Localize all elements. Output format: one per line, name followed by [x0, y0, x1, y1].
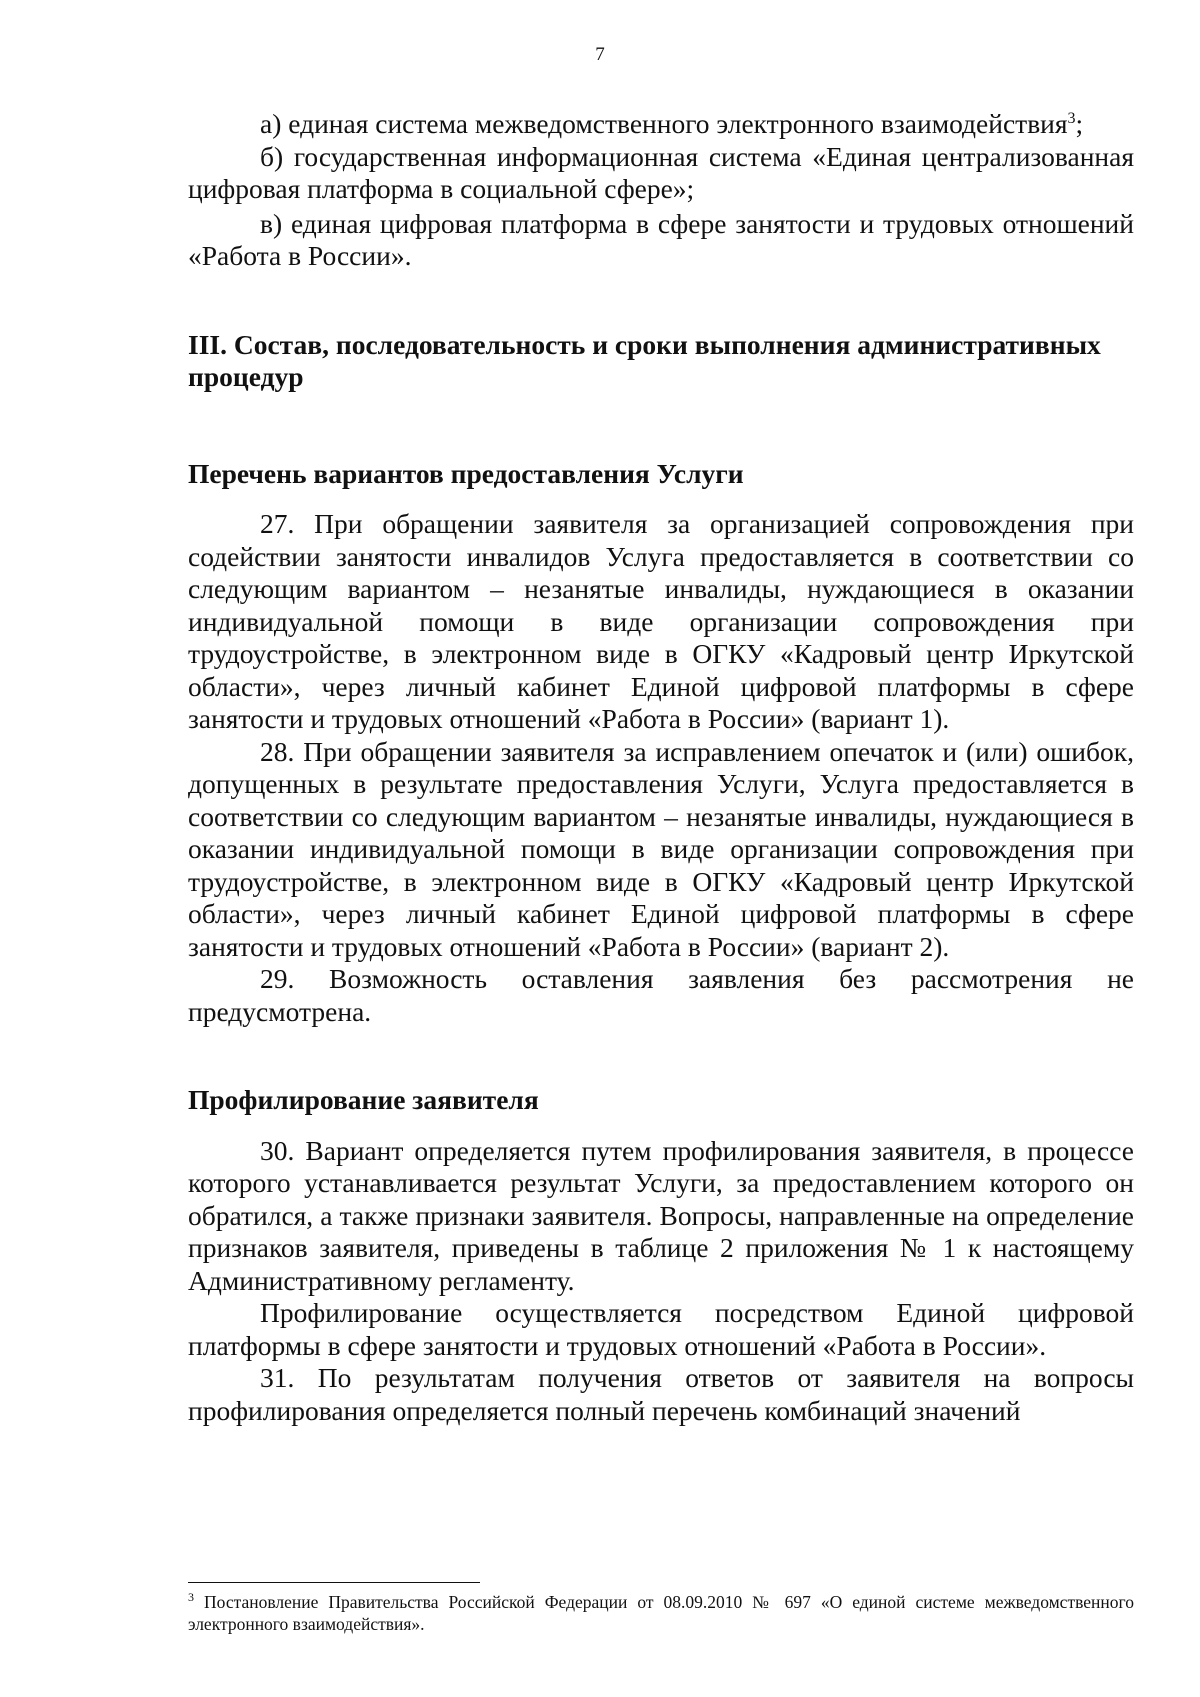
subsection-title-variants: Перечень вариантов предоставления Услуги [188, 457, 744, 489]
section-title: III. Состав, последовательность и сроки выполнения административных процедур [188, 328, 1101, 392]
footnote-number: 3 [188, 1590, 194, 1605]
paragraph-31: 31. По результатам получения ответов от заявителя на вопросы профилирования определяется полный перечень комбинаций значений [188, 1362, 1134, 1426]
list-item-a: а) единая система межведомственного электронного взаимодействия$^3$; [260, 108, 1084, 139]
footnote-divider [188, 1582, 480, 1583]
list-item-b: б) государственная информационная система «Единая централизованная цифровая платформа в социальной сфере»; [188, 140, 1134, 204]
subsection-title-profiling: Профилирование заявителя [188, 1084, 539, 1115]
paragraph-30-continued: Профилирование осуществляется посредством Единой цифровой платформы в сфере занятости и трудовых отношений «Работа в России». [188, 1297, 1134, 1361]
footnote-reference: 3 [1067, 109, 1076, 127]
paragraph-28: 28. При обращении заявителя за исправлением опечаток и (или) ошибок, допущенных в результате предоставления Услуги, Услуга предоставляется в соответствии со следующим вариантом – незанятые инвалиды, нуждающиеся в оказании индивидуальной помощи в виде организации сопровождения при трудоустройстве, в электронном виде в ОГКУ «Кадровый центр Иркутской области», через личный кабинет Единой цифровой платформы в сфере занятости и трудовых отношений «Работа в России» (вариант 2). [188, 735, 1134, 962]
page-content [188, 108, 1134, 1427]
paragraph-27: 27. При обращении заявителя за организацией сопровождения при содействии занятости инвалидов Услуга предоставляется в соответствии со следующим вариантом – незанятые инвалиды, нуждающиеся в оказании индивидуальной помощи в виде организации сопровождения при трудоустройстве, в электронном виде в ОГКУ «Кадровый центр Иркутской области», через личный кабинет Единой цифровой платформы в сфере занятости и трудовых отношений «Работа в России» (вариант 1). [188, 508, 1134, 734]
footnote [188, 1591, 1134, 1635]
paragraph-30: 30. Вариант определяется путем профилирования заявителя, в процессе которого устанавливается результат Услуги, за предоставлением которого он обратился, а также признаки заявителя. Вопросы, направленные на определение признаков заявителя, приведены в таблице 2 приложения № 1 к настоящему Административному регламенту. [188, 1134, 1134, 1296]
page-number: 7 [595, 44, 605, 65]
paragraph-29: 29. Возможность оставления заявления без рассмотрения не предусмотрена. [188, 963, 1134, 1027]
list-item-c: в) единая цифровая платформа в сфере занятости и трудовых отношений «Работа в России». [188, 207, 1134, 271]
footnote-text: Постановление Правительства Российской Федерации от 08.09.2010 № 697 «О единой системе межведомственного электронного взаимодействия». [188, 1592, 1134, 1634]
